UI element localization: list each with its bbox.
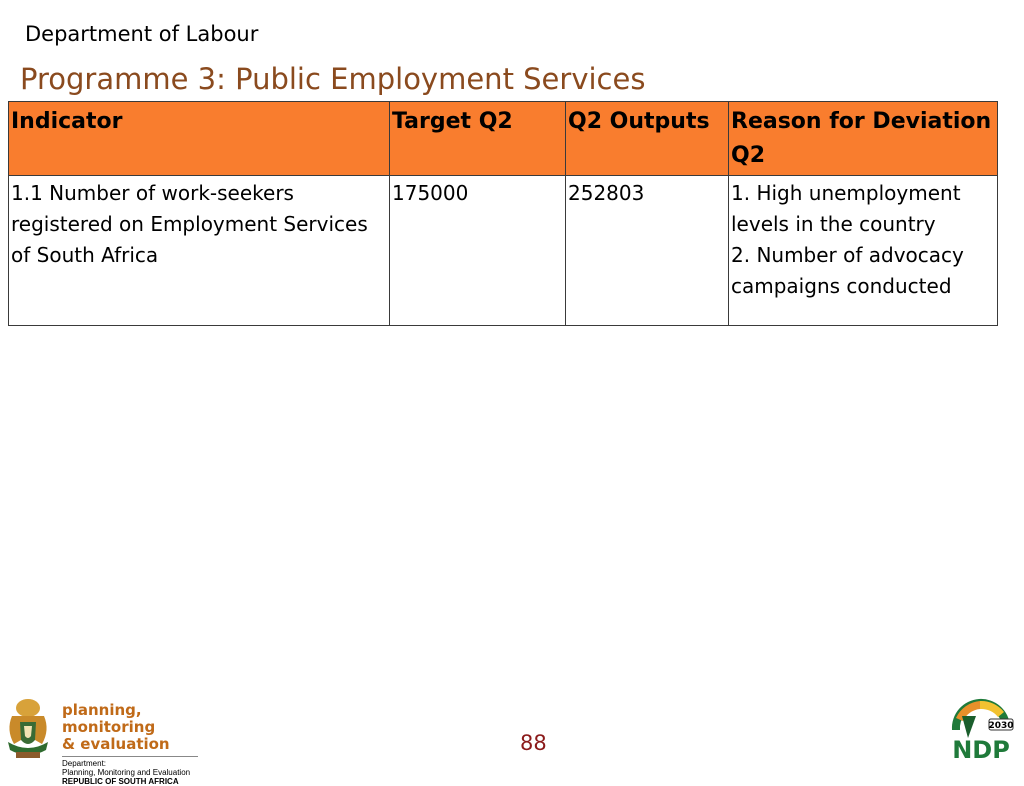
cell-target: 175000 <box>390 176 566 326</box>
column-header-indicator: Indicator <box>9 102 390 176</box>
dpme-divider <box>62 756 198 757</box>
ndp-2030-logo <box>946 696 1016 762</box>
dpme-country-text: REPUBLIC OF SOUTH AFRICA <box>62 777 179 786</box>
ndp-text: NDP <box>952 736 1010 762</box>
dpme-brand-text: planning, monitoring & evaluation <box>62 701 170 753</box>
cell-outputs: 252803 <box>566 176 729 326</box>
ndp-year-text: 2030 <box>988 721 1014 731</box>
cell-reason: 1. High unemployment levels in the country 2. Number of advocacy campaigns conducted <box>729 176 998 326</box>
ndp-logo-icon <box>946 696 1016 762</box>
department-name: Department of Labour <box>25 22 259 46</box>
page-title: Programme 3: Public Employment Services <box>20 62 646 96</box>
column-header-reason: Reason for Deviation Q2 <box>729 102 998 176</box>
table-row <box>9 176 998 326</box>
dpme-department-text: Department: Planning, Monitoring and Evaluation <box>62 759 191 777</box>
table-header-row <box>9 102 998 176</box>
coat-of-arms-icon <box>2 696 54 766</box>
cell-indicator: 1.1 Number of work-seekers registered on Employment Services of South Africa <box>9 176 390 326</box>
column-header-outputs: Q2 Outputs <box>566 102 729 176</box>
dpme-logo-block <box>2 696 202 786</box>
performance-table <box>8 101 998 326</box>
page-number: 88 <box>520 731 547 755</box>
column-header-target: Target Q2 <box>390 102 566 176</box>
